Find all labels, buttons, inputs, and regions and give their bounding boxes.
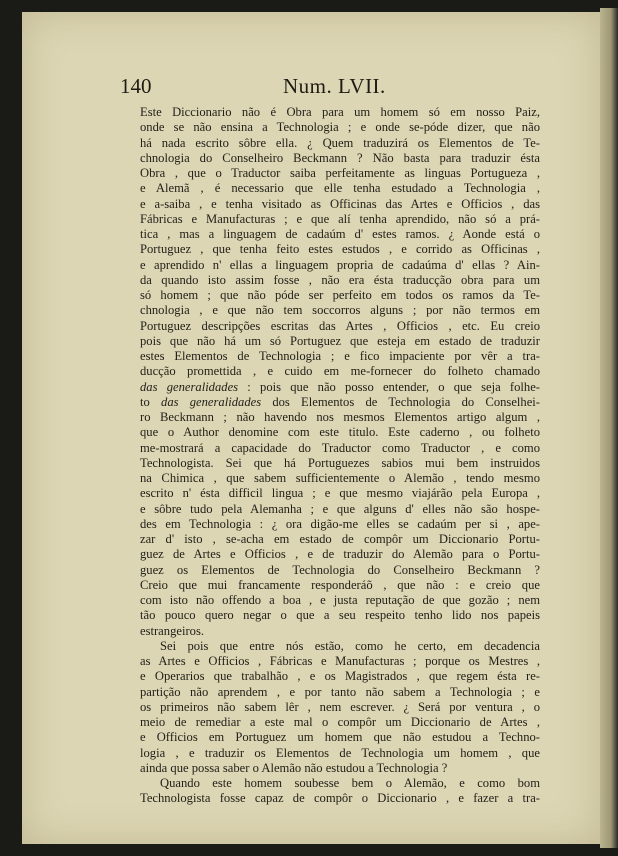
- body-text: [140, 105, 540, 807]
- text-line: que o Author denomine com este titulo. Este caderno , ou folheto: [140, 425, 540, 440]
- text-line: as Artes e Officios , Fábricas e Manufacturas ; porque os Mestres ,: [140, 654, 540, 668]
- text-line: to das generalidades dos Elementos de Technologia do Conselhei-: [140, 394, 540, 409]
- text-line: des em Technologia : ¿ ora digão-me elles se cadaúm per si , ape-: [140, 516, 540, 531]
- text-line: Technologista. Sei que há Portuguezes sabios mui bem instruidos: [140, 455, 540, 470]
- text-line: Fábricas e Manufacturas ; e que alí tenha aprendido, não só a prá-: [140, 211, 540, 226]
- text-line: Technologista fosse capaz de compôr o Diccionario , e fazer a tra-: [140, 791, 540, 806]
- text-line: Obra , que o Traductor saiba perfeitamente as linguas Portugueza ,: [140, 166, 540, 180]
- text-line: escrito n' ésta difficil lingua ; e que mesmo viajárão pela Europa ,: [140, 486, 540, 501]
- text-line: Quando este homem soubesse bem o Alemão, e como bom: [160, 776, 540, 790]
- text-line: estrangeiros.: [140, 623, 204, 638]
- text-line: zar d' isto , se-acha em estado de compôr um Diccionario Portu-: [140, 532, 540, 546]
- adjacent-page-edge: [600, 8, 618, 848]
- text-line: Sei pois que entre nós estão, como he certo, em decadencia: [160, 638, 540, 653]
- text-line: só homem ; que não póde ser perfeito em todos os ramos da Te-: [140, 288, 540, 302]
- text-line: e sôbre tudo pela Alemanha ; e que alguns d' elles não são hospe-: [140, 501, 540, 516]
- text-line: me-mostrará a capacidade do Traductor como Traductor , e como: [140, 440, 540, 455]
- text-line: guez de Artes e Officios , e de traduzir do Alemão para o Portu-: [140, 547, 540, 562]
- issue-title: Num. LVII.: [283, 74, 386, 98]
- running-header: [120, 74, 530, 104]
- text-line: Este Diccionario não é Obra para um homem só em nosso Paiz,: [140, 105, 540, 119]
- text-line: na Chimica , que sabem sufficientemente o Alemão , tendo mesmo: [140, 471, 540, 485]
- text-line: ducção promettida , e cuido em me-fornecer do folheto chamado: [140, 364, 540, 379]
- text-line: pois que não há um só Portuguez que esteja em estado de traduzir: [140, 333, 540, 348]
- text-line: Creio que mui francamente responderáõ , que não : e creio que: [140, 577, 540, 592]
- text-line: os primeiros não sabem lêr , nem escrever. ¿ Será por ventura , o: [140, 699, 540, 714]
- text-line: com isto não offendo a boa , e justa reputação de que gozão ; nem: [140, 593, 540, 607]
- text-line: das generalidades : pois que não posso entender, o que seja folhe-: [140, 379, 540, 394]
- text-line: e Officios em Portuguez um homem que não estudou a Techno-: [140, 730, 540, 745]
- text-line: ainda que possa saber o Alemão não estudou a Technologia ?: [140, 760, 448, 775]
- text-line: Portuguez descripções escritas das Artes , Officios , etc. Eu creio: [140, 318, 540, 333]
- text-line: da quando isto assim fosse , não era ésta traducção obra para um: [140, 272, 540, 287]
- text-line: meio de remediar a este mal o compôr um Diccionario de Artes ,: [140, 715, 540, 729]
- text-line: chnologia do Conselheiro Beckmann ? Não basta para traduzir ésta: [140, 150, 540, 165]
- page-number: 140: [120, 74, 152, 98]
- text-line: Portuguez , que tenha feito estes estudos , e corrido as Officinas ,: [140, 242, 540, 257]
- italic-phrase: das generalidades: [161, 394, 262, 409]
- text-line: e aprendido n' ellas a linguagem propria de cadaúma d' ellas ? Ain-: [140, 257, 540, 272]
- text-line: ro Beckmann ; não havendo nos mesmos Elementos artigo algum ,: [140, 410, 540, 424]
- text-line: chnologia , e que não tem soccorros alguns ; por não termos em: [140, 303, 540, 318]
- text-line: onde se não ensina a Technologia ; e onde se-póde dizer, que não: [140, 120, 540, 135]
- text-line: tão pouco quero negar o que a seu respeito tenho lido nos papeis: [140, 608, 540, 623]
- text-line: logia , e traduzir os Elementos de Technologia um homem , que: [140, 745, 540, 760]
- text-line: e a-saiba , e tenha visitado as Officinas das Artes e Officios , das: [140, 196, 540, 211]
- text-line: tica , mas a linguagem de cadaúm d' estes ramos. ¿ Aonde está o: [140, 227, 540, 241]
- text-line: guez os Elementos de Technologia do Conselheiro Beckmann ?: [140, 562, 540, 577]
- text-line: há nada escrito sôbre ella. ¿ Quem traduzirá os Elementos de Te-: [140, 135, 540, 150]
- text-line: estes Elementos de Technologia ; e fico impaciente por vêr a tra-: [140, 349, 540, 363]
- text-line: e Alemã , é necessario que elle tenha estudado a Technologia ,: [140, 181, 540, 196]
- italic-phrase: das generalidades: [140, 379, 239, 394]
- text-line: e Operarios que trabalhão , e os Magistrados , que regem ésta re-: [140, 669, 540, 684]
- text-line: partição não aprendem , e por tanto não sabem a Technologia ; e: [140, 684, 540, 699]
